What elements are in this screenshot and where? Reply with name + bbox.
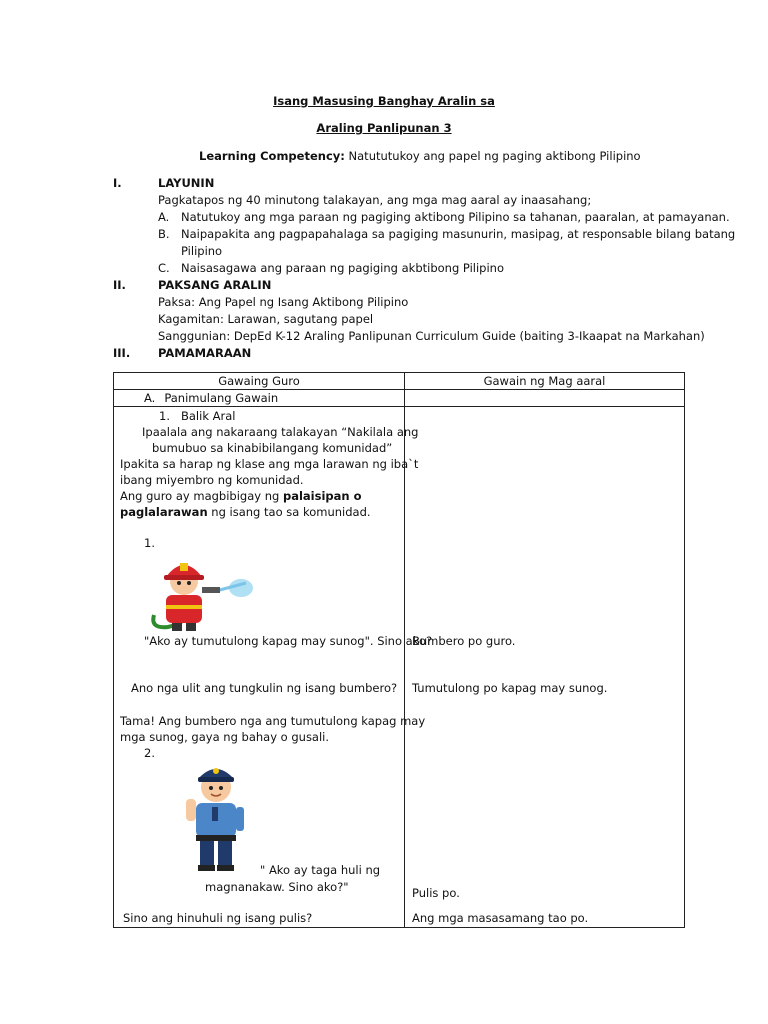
section-1-number: I. — [113, 176, 122, 190]
teacher-line-8: mga sunog, gaya ng bahay o gusali. — [120, 730, 330, 744]
item-1-number: 1. — [144, 536, 155, 550]
kagamitan-line: Kagamitan: Larawan, sagutang papel — [158, 312, 374, 326]
objective-b-letter: B. — [158, 227, 170, 241]
teacher-line-6-b: ng isang tao sa komunidad. — [207, 505, 371, 519]
teacher-line-2: bumubuo sa kinabibilangang komunidad” — [152, 441, 393, 455]
section-2-title: PAKSANG ARALIN — [158, 278, 272, 292]
student-answer-1: Bumbero po guro. — [412, 634, 516, 648]
section-2-number: II. — [113, 278, 126, 292]
objective-b-text: Naipapakita ang pagpapahalaga sa pagiging masunurin, masipag, at responsable bilang batang — [181, 227, 736, 241]
teacher-line-1: Ipaalala ang nakaraang talakayan “Nakilala ang — [142, 425, 419, 439]
subheading-student-cell — [405, 390, 685, 407]
table-row-main — [114, 407, 685, 928]
objective-a-text: Natutukoy ang mga paraan ng pagiging aktibong Pilipino sa tahanan, paaralan, at pamayanan. — [181, 210, 730, 224]
table-header-row — [114, 373, 685, 390]
header-teacher: Gawaing Guro — [114, 373, 405, 390]
section-1-title: LAYUNIN — [158, 176, 215, 190]
objective-a-letter: A. — [158, 210, 170, 224]
question-3-line-1: " Ako ay taga huli ng — [260, 863, 381, 877]
teacher-line-5-b: palaisipan o — [282, 489, 362, 503]
question-2: Ano nga ulit ang tungkulin ng isang bumbero? — [131, 681, 398, 695]
teacher-line-3: Ipakita sa harap ng klase ang mga larawan ng iba`t — [120, 457, 419, 471]
header-student: Gawain ng Mag aaral — [405, 373, 685, 390]
firefighter-illustration — [146, 553, 256, 633]
procedure-table — [113, 372, 685, 928]
teacher-line-5-a: Ang guro ay magbibigay ng — [120, 489, 283, 503]
competency-text: Natututukoy ang papel ng paging aktibong Pilipino — [344, 149, 641, 163]
balik-aral-label: Balik Aral — [181, 409, 236, 423]
section-3-title: PAMAMARAAN — [158, 346, 252, 360]
teacher-line-7: Tama! Ang bumbero nga ang tumutulong kapag may — [120, 714, 426, 728]
objective-b-text-cont: Pilipino — [181, 244, 223, 258]
balik-number: 1. — [159, 409, 170, 423]
police-officer-illustration — [182, 761, 258, 873]
learning-competency — [199, 148, 641, 165]
question-4: Sino ang hinuhuli ng isang pulis? — [123, 911, 313, 925]
teacher-line-6 — [120, 504, 371, 520]
title-line-1: Isang Masusing Banghay Aralin sa — [273, 94, 495, 108]
section-1-intro: Pagkatapos ng 40 minutong talakayan, ang mga mag aaral ay inaasahang; — [158, 193, 592, 207]
paksa-line: Paksa: Ang Papel ng Isang Aktibong Pilipino — [158, 295, 409, 309]
student-answer-2: Tumutulong po kapag may sunog. — [412, 681, 608, 695]
teacher-line-4: ibang miyembro ng komunidad. — [120, 473, 304, 487]
student-answer-3: Pulis po. — [412, 886, 460, 900]
question-1: "Ako ay tumutulong kapag may sunog". Sino ako? — [144, 634, 433, 648]
teacher-line-5 — [120, 488, 361, 504]
objective-c-text: Naisasagawa ang paraan ng pagiging akbtibong Pilipino — [181, 261, 504, 275]
question-3-line-2: magnanakaw. Sino ako?" — [205, 880, 349, 894]
table-row-subheading — [114, 390, 685, 407]
section-3-number: III. — [113, 346, 131, 360]
item-2-number: 2. — [144, 746, 155, 760]
title-line-2: Araling Panlipunan 3 — [316, 121, 452, 135]
student-activity-cell — [405, 407, 685, 928]
subheading-letter: A. — [144, 391, 156, 405]
teacher-line-6-a: paglalarawan — [120, 505, 208, 519]
subheading-text: Panimulang Gawain — [164, 391, 279, 405]
subheading-cell — [114, 390, 405, 407]
sanggunian-line: Sanggunian: DepEd K-12 Araling Panlipunan Curriculum Guide (baiting 3-Ikaapat na Markahan) — [158, 329, 705, 343]
objective-c-letter: C. — [158, 261, 170, 275]
competency-label: Learning Competency: — [199, 149, 345, 163]
teacher-activity-cell — [114, 407, 433, 928]
student-answer-4: Ang mga masasamang tao po. — [412, 911, 589, 925]
